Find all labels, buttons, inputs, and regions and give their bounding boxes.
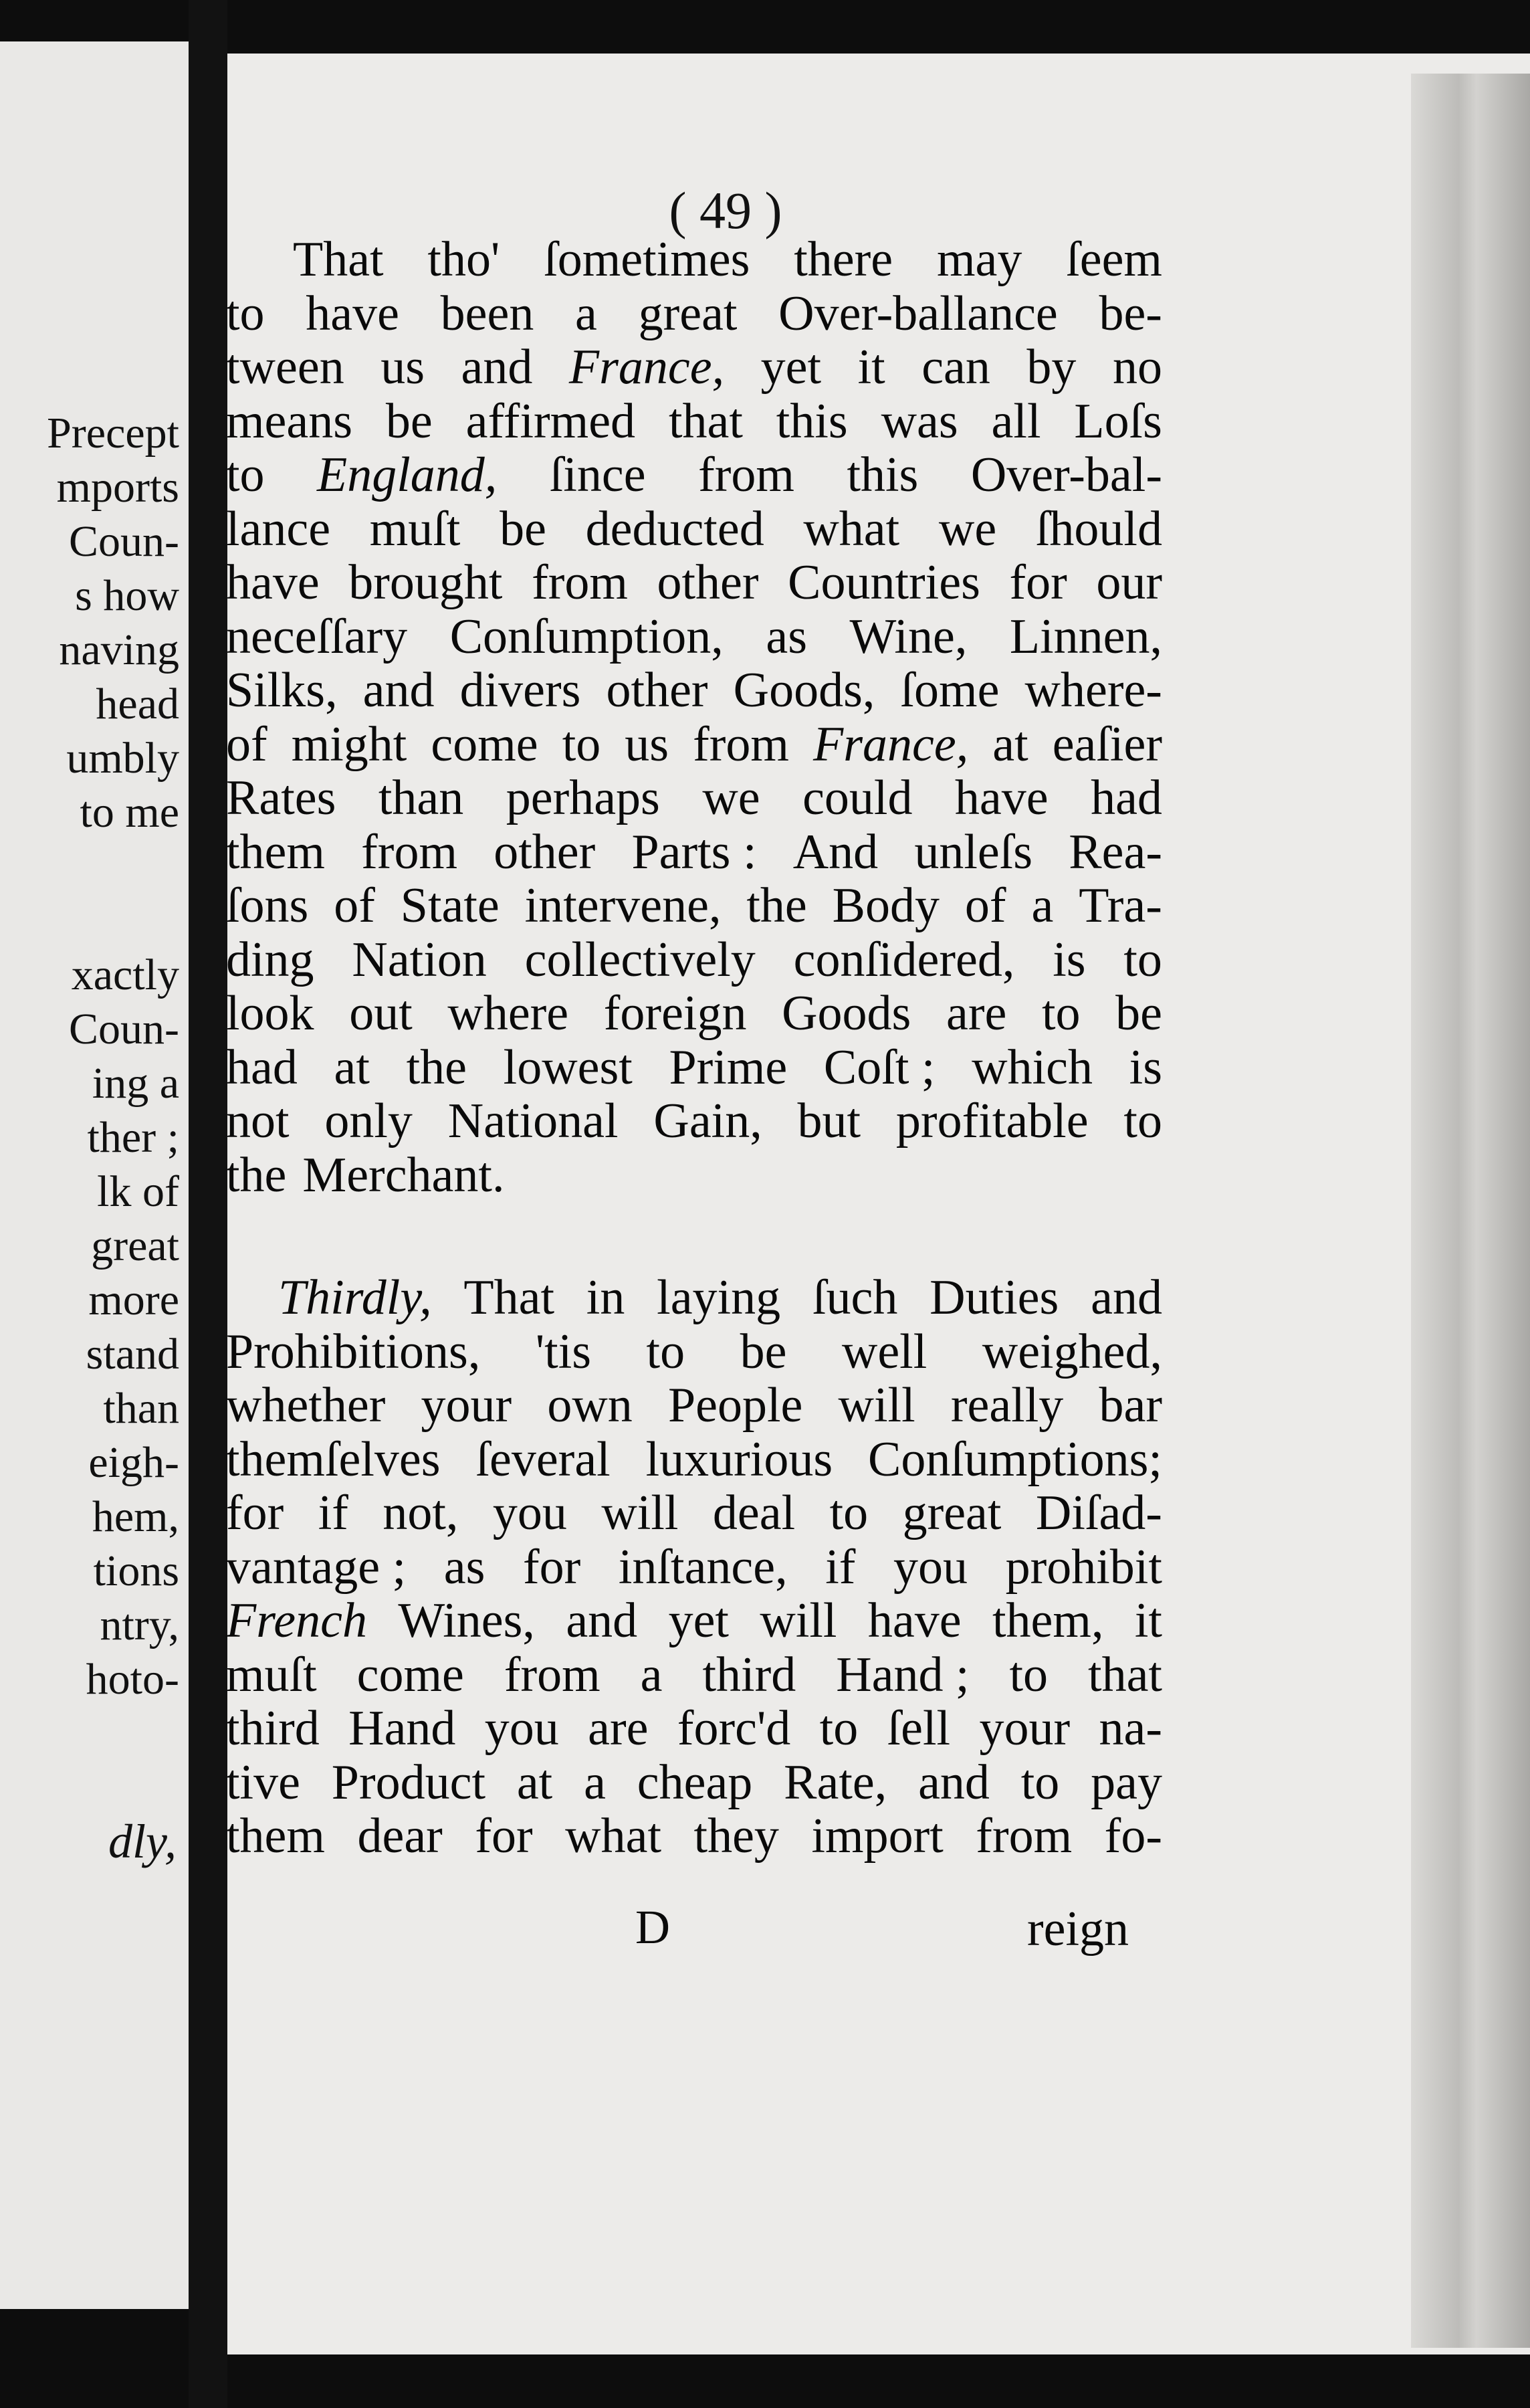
word: French xyxy=(226,1593,367,1648)
word: conſidered, xyxy=(793,932,1015,987)
word: is xyxy=(1053,932,1086,987)
word: been xyxy=(440,286,534,341)
text-line xyxy=(226,340,1162,395)
word: Hand xyxy=(348,1701,456,1756)
word: is xyxy=(1129,1039,1162,1095)
word: come xyxy=(356,1647,464,1702)
word: be xyxy=(1115,986,1162,1041)
word: at xyxy=(334,1039,370,1095)
word: of xyxy=(964,878,1006,933)
word: ſeem xyxy=(1066,232,1162,287)
facing-page-line: s how xyxy=(75,571,179,620)
word: you xyxy=(484,1701,559,1756)
word: a xyxy=(1031,878,1054,933)
page-edge xyxy=(1411,74,1530,2348)
word: from xyxy=(361,824,458,880)
word: Linnen, xyxy=(1009,609,1162,664)
text-line xyxy=(226,933,1162,987)
facing-page-catchword: dly, xyxy=(108,1815,177,1868)
word: had xyxy=(1091,771,1162,825)
word: Duties xyxy=(930,1270,1059,1325)
text-line xyxy=(226,987,1162,1041)
word: tive xyxy=(226,1754,300,1810)
word: not xyxy=(226,1094,290,1148)
word: Silks, xyxy=(226,663,338,718)
word: have xyxy=(226,555,320,610)
word: Countries xyxy=(788,555,980,610)
word: by xyxy=(1026,340,1077,395)
word: had xyxy=(226,1039,298,1095)
page-number: ( 49 ) xyxy=(669,181,782,239)
text-line xyxy=(226,1325,1162,1379)
word: have xyxy=(867,1593,962,1648)
word: to xyxy=(646,1324,685,1379)
word: at xyxy=(516,1754,553,1810)
word: them xyxy=(226,1809,325,1864)
word: at xyxy=(992,716,1028,772)
text-line xyxy=(226,1594,1162,1648)
word: themſelves xyxy=(226,1431,441,1487)
word: us xyxy=(625,716,669,772)
word: deal xyxy=(712,1486,796,1540)
word: and xyxy=(362,663,435,718)
word: Rate, xyxy=(784,1754,887,1810)
word: this xyxy=(847,447,919,502)
word: Merchant. xyxy=(302,1147,505,1203)
word: will xyxy=(760,1593,837,1648)
text-line xyxy=(226,1486,1162,1540)
facing-page-text xyxy=(47,406,179,1706)
word: them, xyxy=(992,1593,1104,1648)
word: ſeveral xyxy=(475,1431,611,1487)
facing-page-line: more xyxy=(88,1276,179,1324)
word: us xyxy=(380,340,425,395)
text-line xyxy=(226,556,1162,610)
word: the xyxy=(406,1039,467,1095)
word: deducted xyxy=(585,501,764,557)
word: all xyxy=(991,393,1041,449)
word: And xyxy=(792,824,879,880)
word: Thirdly, xyxy=(278,1270,432,1325)
facing-page-line: to me xyxy=(80,788,179,837)
word: look xyxy=(226,986,314,1041)
word: there xyxy=(794,232,893,287)
word: from xyxy=(698,447,794,502)
word: will xyxy=(838,1378,915,1433)
word: Conſumption, xyxy=(449,609,724,664)
word: ſince xyxy=(549,447,646,502)
word: this xyxy=(776,393,848,449)
text-line xyxy=(226,771,1162,825)
word: People xyxy=(667,1378,803,1433)
word: a xyxy=(575,286,597,341)
facing-page-line: ther ; xyxy=(87,1113,179,1162)
word: prohibit xyxy=(1005,1539,1162,1595)
word: be xyxy=(500,501,546,557)
word: vantage ; xyxy=(226,1539,407,1595)
word: where xyxy=(447,986,569,1041)
facing-page-line: eigh- xyxy=(88,1438,179,1487)
word: than xyxy=(378,771,464,825)
text-line xyxy=(226,1379,1162,1433)
word: but xyxy=(797,1094,861,1148)
facing-page-line: lk of xyxy=(97,1167,179,1216)
text-line xyxy=(226,1271,1162,1325)
paragraph-1 xyxy=(226,233,1162,1202)
facing-page-line: mports xyxy=(56,463,179,512)
word: State xyxy=(400,878,500,933)
word: that xyxy=(1088,1647,1162,1702)
word: will xyxy=(601,1486,679,1540)
word: our xyxy=(1096,555,1162,610)
text-line xyxy=(226,1094,1162,1148)
word: them xyxy=(226,824,325,880)
word: yet xyxy=(668,1593,729,1648)
text-line xyxy=(226,610,1162,664)
word: to xyxy=(819,1701,859,1756)
text-line xyxy=(226,1041,1162,1095)
word: France, xyxy=(813,716,969,772)
word: to xyxy=(226,447,265,502)
word: eaſier xyxy=(1052,716,1162,772)
word: na- xyxy=(1099,1701,1162,1756)
facing-page-line: ing a xyxy=(92,1059,179,1108)
word: to xyxy=(562,716,601,772)
text-line xyxy=(226,448,1162,502)
text-line xyxy=(226,502,1162,557)
facing-page-line: head xyxy=(96,680,179,728)
word: only xyxy=(324,1094,413,1148)
word: Wine, xyxy=(849,609,968,664)
word: and xyxy=(461,340,533,395)
word: great xyxy=(638,286,738,341)
word: tween xyxy=(226,340,344,395)
facing-page-line xyxy=(47,839,179,894)
word: Parts : xyxy=(631,824,757,880)
word: in xyxy=(586,1270,625,1325)
text-line xyxy=(226,1809,1162,1864)
word: Prohibitions, xyxy=(226,1324,481,1379)
word: may xyxy=(936,232,1022,287)
word: they xyxy=(693,1809,779,1864)
word: Coſt ; xyxy=(823,1039,936,1095)
text-line xyxy=(226,825,1162,880)
word: ſometimes xyxy=(544,232,750,287)
word: which xyxy=(972,1039,1093,1095)
word: Goods xyxy=(782,986,911,1041)
word: out xyxy=(349,986,413,1041)
word: your xyxy=(421,1378,512,1433)
word: intervene, xyxy=(524,878,722,933)
word: Goods, xyxy=(733,663,875,718)
word: a xyxy=(640,1647,663,1702)
word: ding xyxy=(226,932,314,987)
word: yet xyxy=(760,340,822,395)
word: tho' xyxy=(427,232,500,287)
word: third xyxy=(226,1701,320,1756)
word: lowest xyxy=(503,1039,633,1095)
signature-mark: D xyxy=(635,1900,670,1954)
word: unleſs xyxy=(914,824,1033,880)
text-line xyxy=(226,233,1162,287)
word: the xyxy=(226,1147,287,1203)
word: could xyxy=(802,771,913,825)
word: third xyxy=(702,1647,796,1702)
facing-page-line xyxy=(47,894,179,948)
facing-page-line: tions xyxy=(93,1546,179,1595)
word: Nation xyxy=(352,932,487,987)
word: to xyxy=(1123,1094,1162,1148)
word: as xyxy=(766,609,807,664)
facing-page-line: Precept xyxy=(47,409,179,458)
word: what xyxy=(803,501,900,557)
book-gutter xyxy=(189,0,227,2408)
word: England, xyxy=(317,447,498,502)
text-line xyxy=(226,395,1162,449)
word: That xyxy=(293,232,384,287)
word: your xyxy=(979,1701,1071,1756)
word: come xyxy=(431,716,538,772)
word: from xyxy=(976,1809,1073,1864)
word: Over-ballance xyxy=(778,286,1058,341)
word: lance xyxy=(226,501,331,557)
word: the xyxy=(746,878,807,933)
facing-page-line: great xyxy=(91,1221,179,1270)
word: Over-bal- xyxy=(970,447,1162,502)
word: be- xyxy=(1099,286,1162,341)
facing-page xyxy=(0,41,189,2309)
word: great xyxy=(902,1486,1002,1540)
word: means xyxy=(226,393,353,449)
word: as xyxy=(443,1539,485,1595)
word: import xyxy=(811,1809,944,1864)
word: Hand ; xyxy=(836,1647,970,1702)
word: of xyxy=(226,716,267,772)
word: own xyxy=(547,1378,633,1433)
word: ſome xyxy=(900,663,1000,718)
text-line xyxy=(226,1433,1162,1487)
text-line xyxy=(226,1756,1162,1810)
word: laying xyxy=(657,1270,781,1325)
word: a xyxy=(584,1754,606,1810)
word: whether xyxy=(226,1378,386,1433)
word: to xyxy=(829,1486,869,1540)
word: ſhould xyxy=(1035,501,1162,557)
word: That xyxy=(463,1270,554,1325)
word: where- xyxy=(1024,663,1162,718)
facing-page-line: than xyxy=(103,1384,179,1433)
word: be xyxy=(385,393,433,449)
word: for xyxy=(523,1539,581,1595)
word: to xyxy=(1020,1754,1060,1810)
word: it xyxy=(857,340,885,395)
word: might xyxy=(291,716,407,772)
word: are xyxy=(588,1701,649,1756)
word: was xyxy=(881,393,958,449)
word: and xyxy=(1091,1270,1162,1325)
word: perhaps xyxy=(506,771,660,825)
word: National xyxy=(447,1094,619,1148)
word: brought xyxy=(348,555,503,610)
word: can xyxy=(921,340,990,395)
word: have xyxy=(954,771,1049,825)
word: be xyxy=(740,1324,787,1379)
word: France, xyxy=(568,340,725,395)
word: to xyxy=(1123,932,1162,987)
word: are xyxy=(946,986,1007,1041)
word: well xyxy=(841,1324,927,1379)
word: Rates xyxy=(226,771,336,825)
word: bar xyxy=(1099,1378,1162,1433)
word: Conſumptions; xyxy=(868,1431,1162,1487)
facing-page-line: hem, xyxy=(92,1492,179,1541)
facing-page-line: ntry, xyxy=(100,1601,179,1649)
word: to xyxy=(1009,1647,1049,1702)
facing-page-line: Coun- xyxy=(69,1005,179,1054)
text-line xyxy=(226,879,1162,933)
word: dear xyxy=(357,1809,443,1864)
facing-page-line: Coun- xyxy=(69,517,179,566)
word: muſt xyxy=(226,1647,317,1702)
word: forc'd xyxy=(677,1701,791,1756)
word: Wines, xyxy=(398,1593,535,1648)
paragraph-2 xyxy=(226,1271,1162,1864)
word: it xyxy=(1134,1593,1162,1648)
word: from xyxy=(504,1647,600,1702)
word: divers xyxy=(459,663,581,718)
text-line xyxy=(226,1702,1162,1756)
word: you xyxy=(492,1486,567,1540)
word: for xyxy=(1009,555,1067,610)
word: Loſs xyxy=(1074,393,1162,449)
word: ſons xyxy=(226,878,309,933)
text-line xyxy=(226,1540,1162,1595)
word: ſuch xyxy=(812,1270,898,1325)
word: to xyxy=(226,286,265,341)
word: collectively xyxy=(524,932,756,987)
word: ſell xyxy=(887,1701,951,1756)
word: really xyxy=(950,1378,1064,1433)
word: Prime xyxy=(669,1039,788,1095)
word: and xyxy=(566,1593,638,1648)
word: Rea- xyxy=(1069,824,1162,880)
word: profitable xyxy=(895,1094,1089,1148)
text-line xyxy=(226,664,1162,718)
word: luxurious xyxy=(645,1431,833,1487)
word: Body xyxy=(832,878,940,933)
word: 'tis xyxy=(535,1324,592,1379)
word: from xyxy=(693,716,789,772)
word: you xyxy=(893,1539,968,1595)
word: cheap xyxy=(637,1754,753,1810)
word: to xyxy=(1041,986,1081,1041)
word: inſtance, xyxy=(618,1539,788,1595)
facing-page-line: naving xyxy=(59,625,179,674)
word: Gain, xyxy=(653,1094,762,1148)
text-line xyxy=(226,287,1162,341)
text-line xyxy=(226,1648,1162,1702)
word: other xyxy=(494,824,596,880)
facing-page-line: stand xyxy=(86,1330,179,1379)
facing-page-line: umbly xyxy=(66,734,179,783)
word: affirmed xyxy=(465,393,636,449)
word: we xyxy=(702,771,760,825)
word: neceſſary xyxy=(226,609,408,664)
word: we xyxy=(938,501,997,557)
word: not, xyxy=(382,1486,459,1540)
word: if xyxy=(318,1486,348,1540)
word: Product xyxy=(331,1754,485,1810)
word: weighed, xyxy=(982,1324,1162,1379)
catchword: reign xyxy=(1027,1902,1129,1956)
word: fo- xyxy=(1104,1809,1162,1864)
facing-page-line: hoto- xyxy=(86,1655,179,1704)
text-line xyxy=(226,1148,1162,1203)
word: if xyxy=(825,1539,856,1595)
word: that xyxy=(668,393,743,449)
word: other xyxy=(657,555,759,610)
word: muſt xyxy=(369,501,461,557)
facing-page-line: xactly xyxy=(71,950,179,999)
word: have xyxy=(306,286,399,341)
text-line xyxy=(226,718,1162,772)
word: Tra- xyxy=(1079,878,1162,933)
word: foreign xyxy=(603,986,747,1041)
word: no xyxy=(1112,340,1162,395)
word: and xyxy=(918,1754,990,1810)
word: for xyxy=(226,1486,284,1540)
word: what xyxy=(565,1809,662,1864)
word: for xyxy=(475,1809,533,1864)
word: Diſad- xyxy=(1035,1486,1162,1540)
word: of xyxy=(334,878,375,933)
word: other xyxy=(606,663,708,718)
word: pay xyxy=(1091,1754,1162,1810)
word: from xyxy=(532,555,628,610)
